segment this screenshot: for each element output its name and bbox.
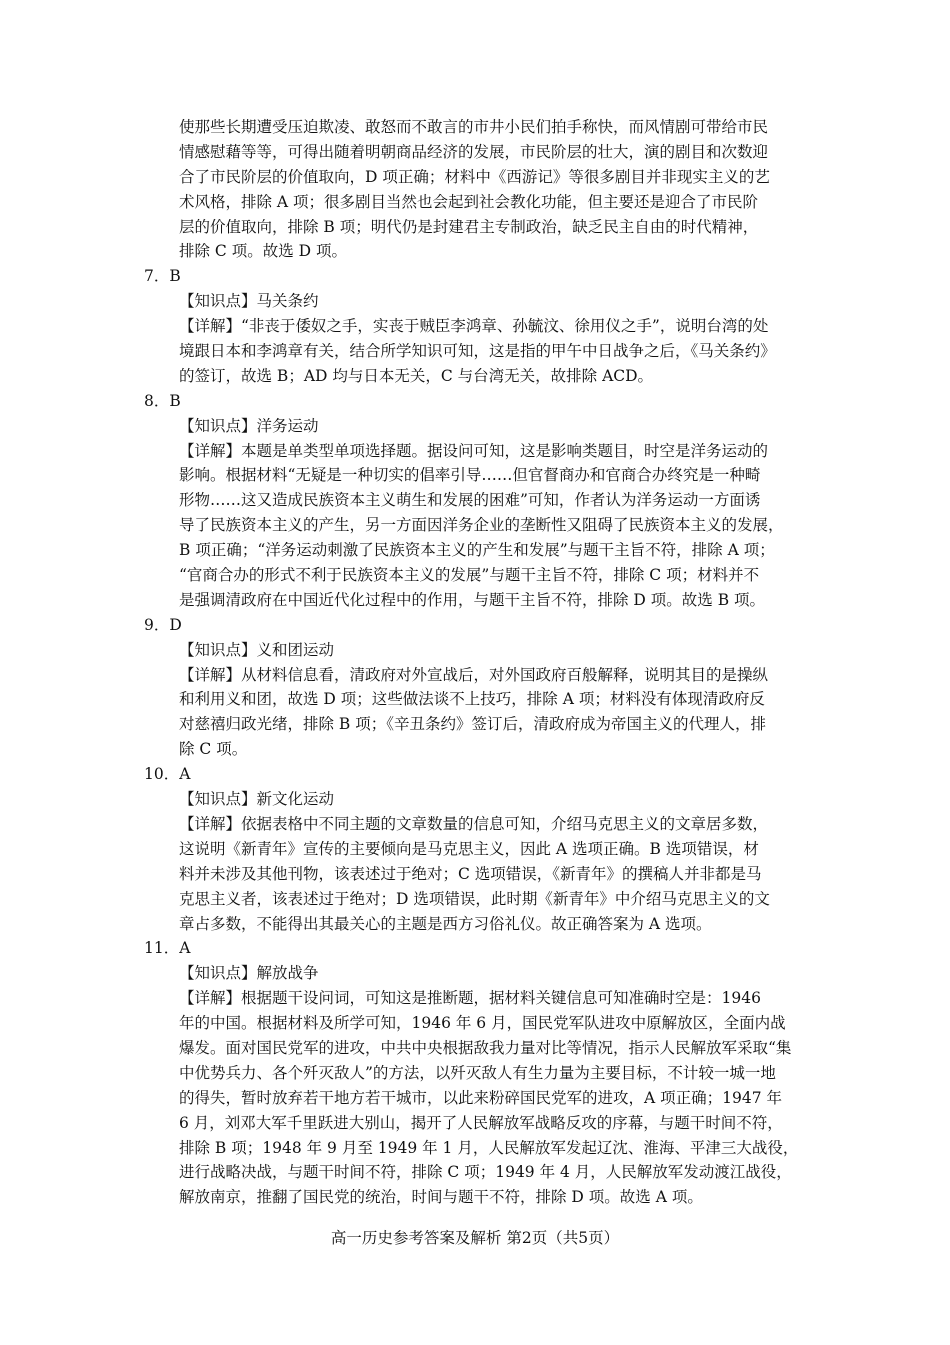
text-line: 是强调清政府在中国近代化过程中的作用，与题干主旨不符，排除 D 项。故选 B 项。 [179, 590, 766, 609]
text-line: 【详解】依据表格中不同主题的文章数量的信息可知，介绍马克思主义的文章居多数， [179, 814, 769, 833]
text-line: 【知识点】洋务运动 [179, 416, 319, 435]
text-line: 除 C 项。 [179, 740, 248, 759]
text-line: 克思主义者，该表述过于绝对；D 选项错误，此时期《新青年》中介绍马克思主义的文 [179, 889, 770, 908]
text-line: 【知识点】新文化运动 [179, 790, 335, 809]
text-line: 的得失，暂时放弃若干地方若干城市，以此来粉碎国民党军的进攻，A 项正确；1947 年 [179, 1088, 782, 1107]
text-line: 【知识点】义和团运动 [179, 640, 335, 659]
text-line: B 项正确；“洋务运动刺激了民族资本主义的产生和发展”与题干主旨不符，排除 A 项； [179, 541, 775, 560]
text-line: 使那些长期遭受压迫欺凌、敢怒而不敢言的市井小民们拍手称快，而风情剧可带给市民 [179, 118, 769, 136]
text-line: 【详解】从材料信息看，清政府对外宣战后，对外国政府百般解释，说明其目的是操纵 [179, 665, 769, 684]
text-line: 解放南京，推翻了国民党的统治，时间与题干不符，排除 D 项。故选 A 项。 [179, 1188, 703, 1207]
text-line: 和利用义和团，故选 D 项；这些做法谈不上技巧，排除 A 项；材料没有体现清政府反 [179, 690, 765, 709]
text-line: 对慈禧归政光绪，排除 B 项；《辛丑条约》签订后，清政府成为帝国主义的代理人，排 [179, 715, 766, 734]
text-line: 排除 B 项；1948 年 9 月至 1949 年 1 月，人民解放军发起辽沈、淮海、平津三大战役， [179, 1138, 799, 1157]
text-line: 【详解】根据题干设问词，可知这是推断题，据材料关键信息可知准确时空是：1946 [179, 989, 761, 1008]
text-line: 导了民族资本主义的产生，另一方面因洋务企业的垄断性又阻碍了民族资本主义的发展， [179, 516, 784, 535]
question-answer: 9．D [144, 615, 182, 634]
text-line: 【知识点】解放战争 [179, 964, 319, 983]
question-answer: 8．B [144, 391, 181, 410]
text-line: 影响。根据材料“无疑是一种切实的倡率引导……但官督商办和官商合办终究是一种畸 [179, 466, 761, 485]
page-footer: 高一历史参考答案及解析 第2页（共5页） [330, 1229, 620, 1247]
text-line: 情感慰藉等等，可得出随着明朝商品经济的发展，市民阶层的壮大，演的剧目和次数迎 [179, 142, 769, 161]
text-line: 这说明《新青年》宣传的主要倾向是马克思主义，因此 A 选项正确。B 选项错误，材 [179, 839, 759, 858]
text-line: 料并未涉及其他刊物，该表述过于绝对；C 选项错误，《新青年》的撰稿人并非都是马 [179, 864, 762, 883]
text-line: 【详解】“非丧于倭奴之手，实丧于贼臣李鸿章、孙毓汶、徐用仪之手”，说明台湾的处 [179, 317, 769, 336]
text-line: 【详解】本题是单类型单项选择题。据设问可知，这是影响类题目，时空是洋务运动的 [179, 441, 769, 460]
text-line: “官商合办的形式不利于民族资本主义的发展”与题干主旨不符，排除 C 项；材料并不 [179, 566, 760, 585]
text-line: 的签订，故选 B；AD 均与日本无关，C 与台湾无关，故排除 ACD。 [179, 366, 654, 385]
text-line: 排除 C 项。故选 D 项。 [179, 242, 347, 261]
question-answer: 11．A [144, 939, 191, 958]
text-line: 爆发。面对国民党军的进攻，中共中央根据敌我力量对比等情况，指示人民解放军采取“集 [179, 1038, 792, 1057]
answer-explanations [144, 115, 812, 1210]
text-line: 进行战略决战，与题干时间不符，排除 C 项；1949 年 4 月，人民解放军发动渡江战役， [179, 1163, 792, 1182]
text-line: 层的价值取向，排除 B 项；明代仍是封建君主专制政治，缺乏民主自由的时代精神， [179, 217, 759, 236]
text-line: 境跟日本和李鸿章有关，结合所学知识可知，这是指的甲午中日战争之后，《马关条约》 [179, 342, 776, 361]
text-line: 6 月，刘邓大军千里跃进大别山，揭开了人民解放军战略反攻的序幕，与题干时间不符， [179, 1113, 783, 1132]
text-line: 中优势兵力、各个歼灭敌人”的方法，以歼灭敌人有生力量为主要目标，不计较一城一地 [179, 1063, 776, 1082]
text-line: 【知识点】马关条约 [179, 292, 319, 311]
text-line: 章占多数，不能得出其最关心的主题是西方习俗礼仪。故正确答案为 A 选项。 [179, 914, 712, 933]
question-answer: 10．A [144, 765, 191, 784]
question-answer: 7．B [144, 267, 181, 286]
text-line: 合了市民阶层的价值取向，D 项正确；材料中《西游记》等很多剧目并非现实主义的艺 [179, 167, 770, 186]
text-line: 形物……这又造成民族资本主义萌生和发展的困难”可知，作者认为洋务运动一方面诱 [179, 491, 761, 510]
text-line: 术风格，排除 A 项；很多剧目当然也会起到社会教化功能，但主要还是迎合了市民阶 [179, 192, 759, 211]
text-line: 年的中国。根据材料及所学可知，1946 年 6 月，国民党军队进攻中原解放区，全面内战 [179, 1014, 786, 1033]
